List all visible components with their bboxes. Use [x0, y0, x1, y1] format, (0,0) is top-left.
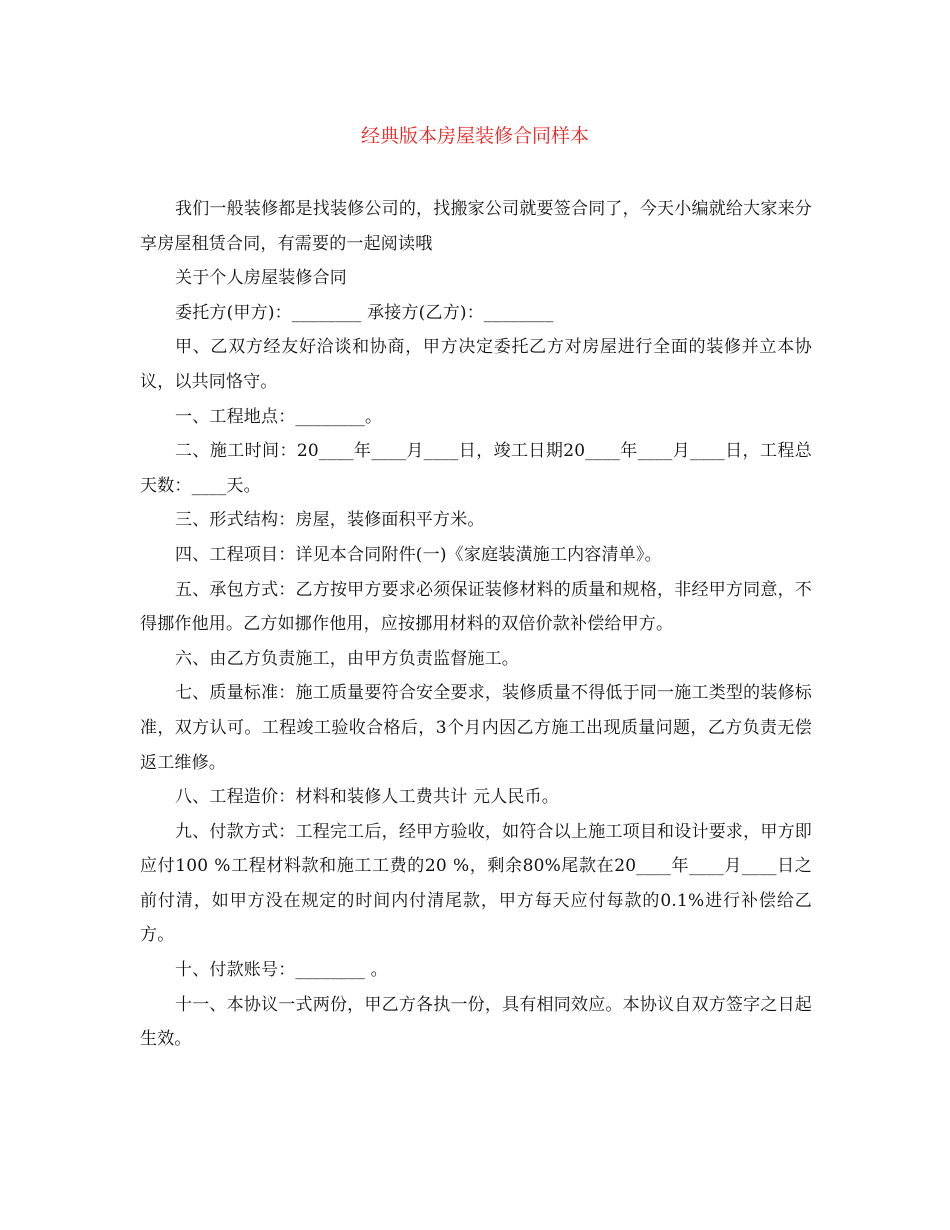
clause-3: 三、形式结构：房屋，装修面积平方米。 [175, 510, 485, 531]
clause-5: 五、承包方式：乙方按甲方要求必须保证装修材料的质量和规格，非经甲方同意，不得挪作他用。乙方如挪作他用，应按挪用材料的双倍价款补偿给甲方。 [140, 579, 812, 635]
paragraph-heading: 关于个人房屋装修合同 [175, 268, 347, 289]
paragraph-agreement: 甲、乙双方经友好洽谈和协商，甲方决定委托乙方对房屋进行全面的装修并立本协议，以共同恪守。 [140, 337, 812, 392]
clause-6: 六、由乙方负责施工，由甲方负责监督施工。 [175, 648, 519, 669]
clause-9: 九、付款方式：工程完工后，经甲方验收，如符合以上施工项目和设计要求，甲方即应付100 %工程材料款和施工工费的20 %，剩余80%尾款在20____年____月____日之前付清，如甲方没在规定的时间内付清尾款，甲方每天应付每款的0.1%进行补偿给乙方。 [140, 821, 812, 946]
document-body [140, 192, 812, 1057]
clause-1: 一、工程地点：________。 [175, 406, 383, 427]
clause-10: 十、付款账号：________ 。 [175, 960, 388, 981]
paragraph-parties: 委托方(甲方)：________ 承接方(乙方)：________ [175, 302, 554, 323]
clause-11: 十一、本协议一式两份，甲乙方各执一份，具有相同效应。本协议自双方签字之日起生效。 [140, 994, 812, 1050]
clause-7: 七、质量标准：施工质量要符合安全要求，装修质量不得低于同一施工类型的装修标准，双方认可。工程竣工验收合格后，3个月内因乙方施工出现质量问题，乙方负责无偿返工维修。 [140, 683, 812, 773]
paragraph-intro: 我们一般装修都是找装修公司的，找搬家公司就要签合同了，今天小编就给大家来分享房屋租赁合同，有需要的一起阅读哦 [140, 199, 812, 254]
document-title: 经典版本房屋装修合同样本 [360, 125, 589, 147]
clause-2: 二、施工时间：20____年____月____日，竣工日期20____年____月____日，工程总天数：____天。 [140, 441, 812, 496]
clause-4: 四、工程项目：详见本合同附件(一)《家庭装潢施工内容清单》。 [175, 544, 662, 565]
clause-8: 八、工程造价：材料和装修人工费共计 元人民币。 [175, 787, 560, 808]
